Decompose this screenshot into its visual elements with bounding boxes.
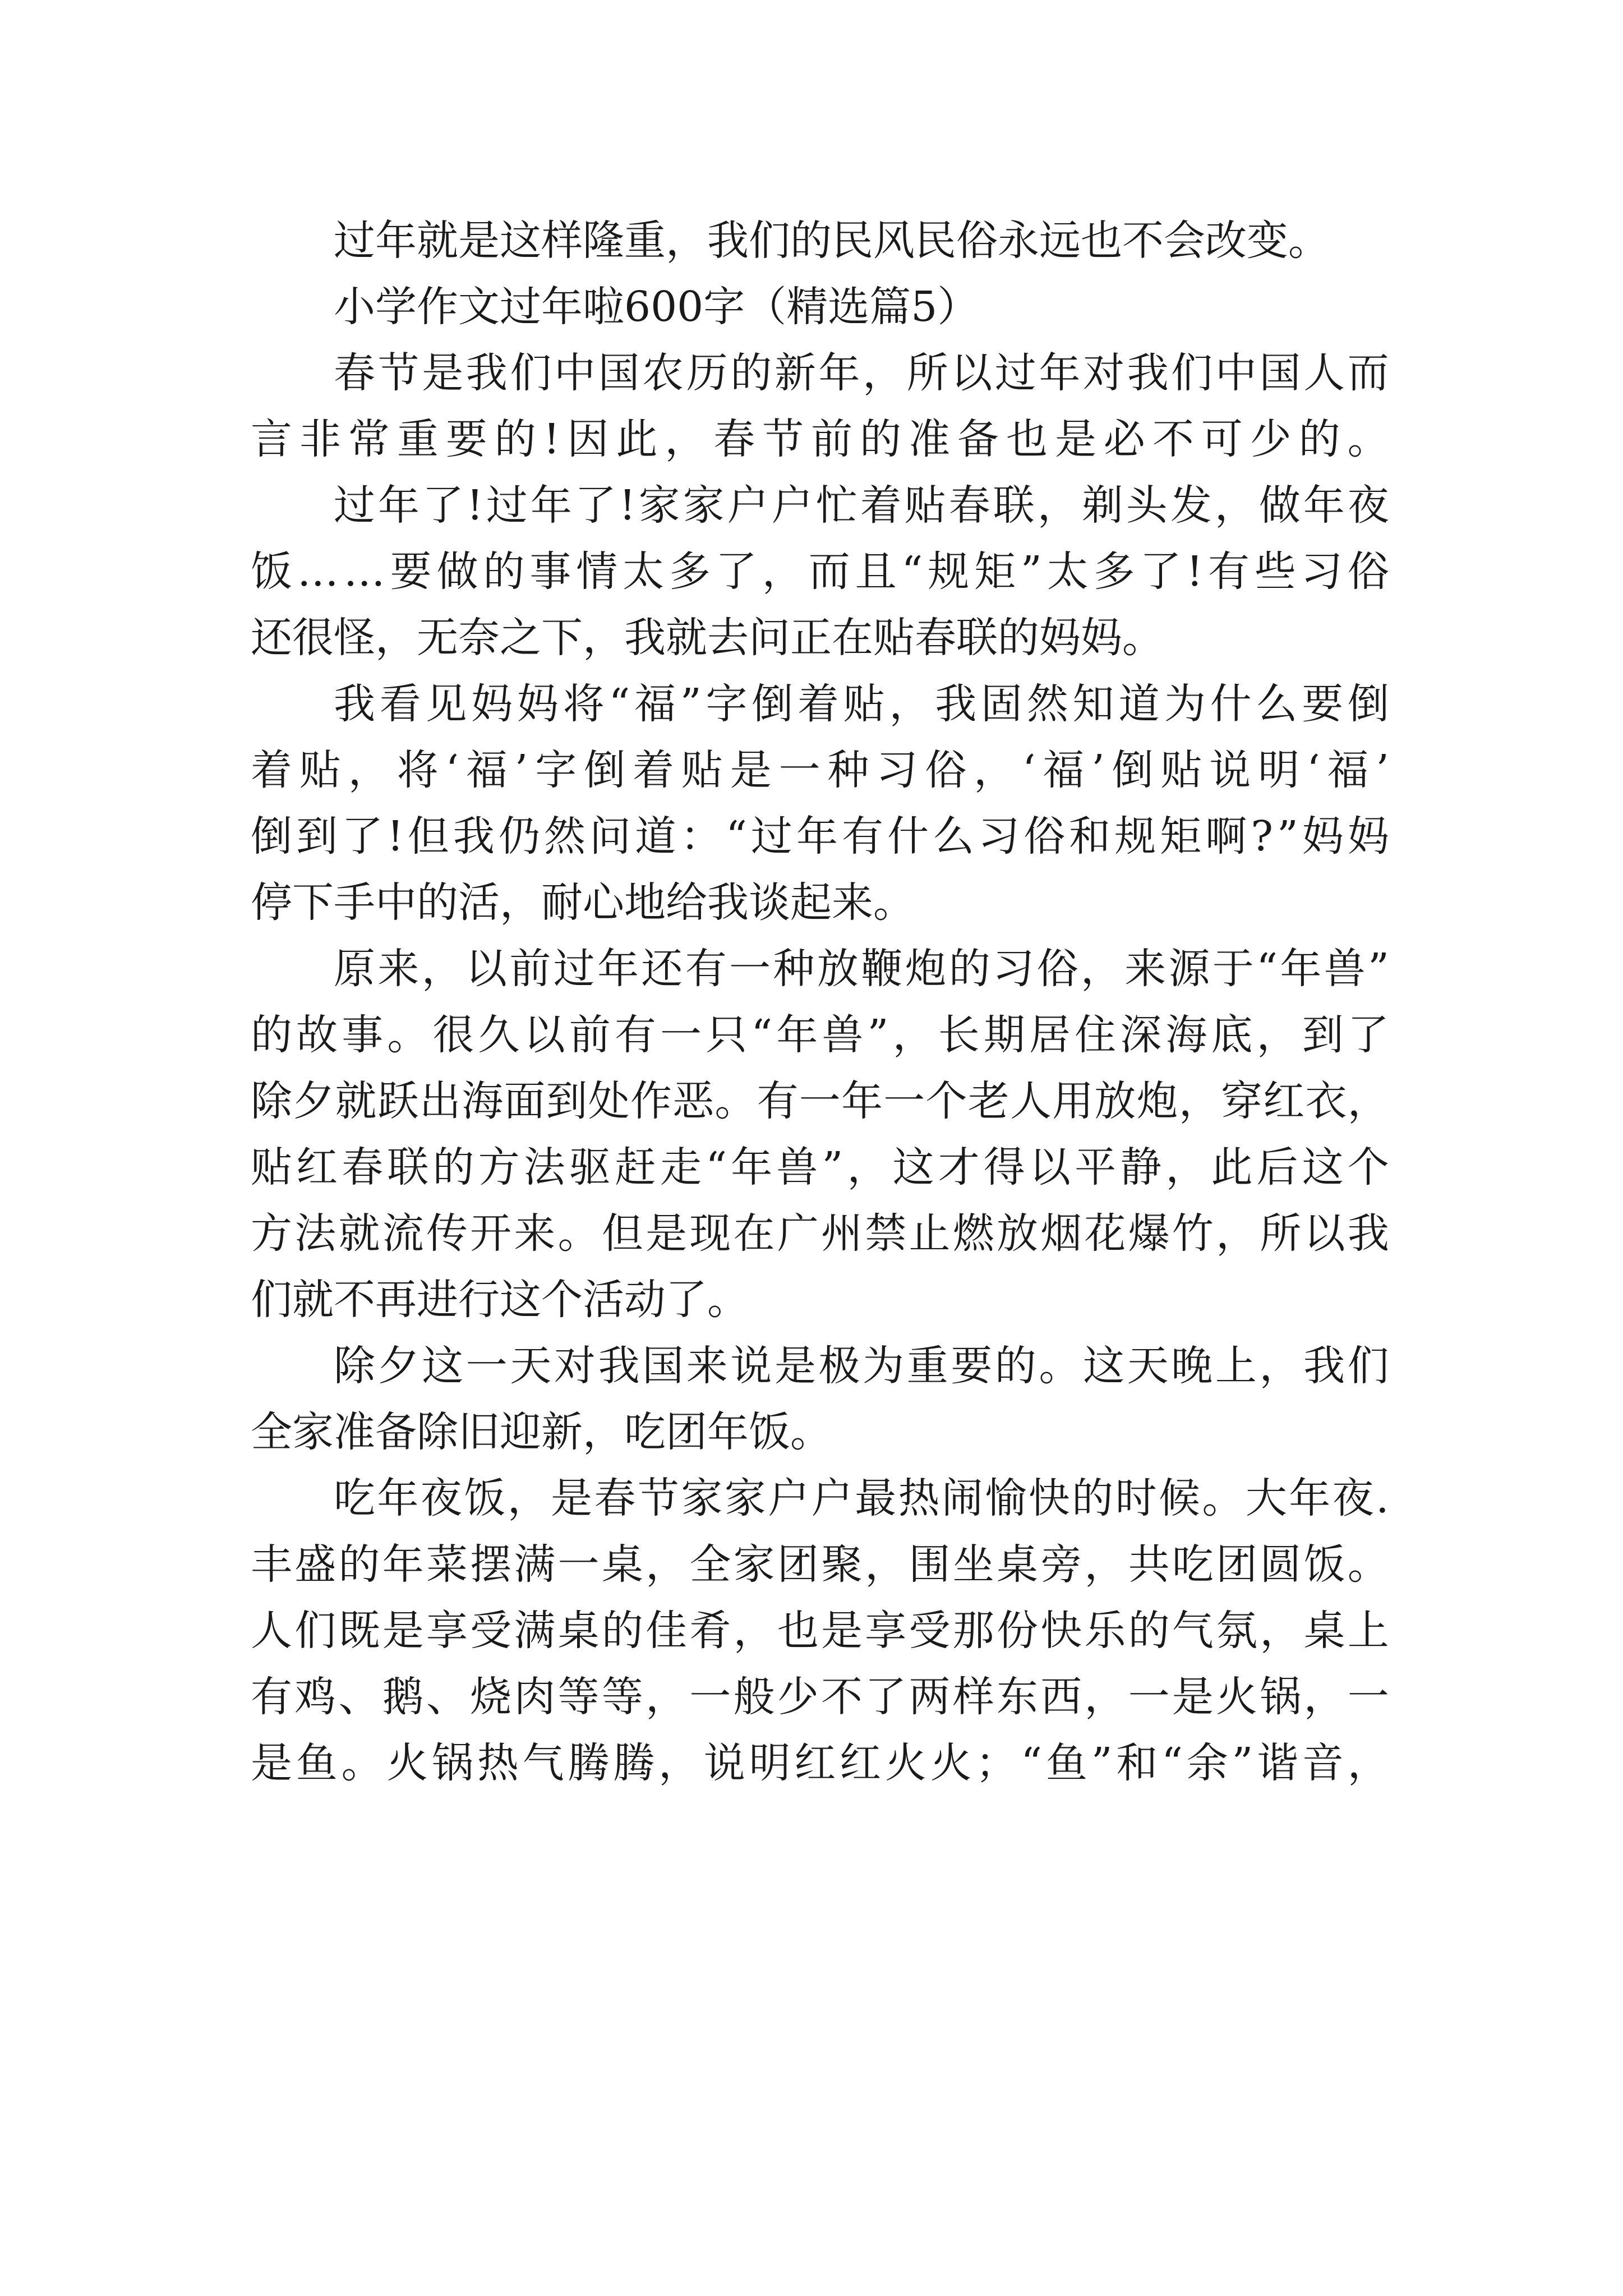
paragraph-line: 我 看 见 妈 妈 将 “ 福 ” 字 倒 着 贴 ， 我 固 然 知 道 为 什 么 要 倒 bbox=[334, 680, 1389, 728]
paragraph-line: 原 来 ， 以 前 过 年 还 有 一 种 放 鞭 炮 的 习 俗 ， 来 源 于 “ 年 兽 ” bbox=[334, 945, 1389, 993]
paragraph-line: 除 夕 就 跃 出 海 面 到 处 作 恶 。 有 一 年 一 个 老 人 用 放 炮 ， 穿 红 衣 ， bbox=[251, 1077, 1389, 1125]
paragraph-line: 全家准备除旧迎新，吃团年饭。 bbox=[251, 1408, 832, 1456]
paragraph-line: 春 节 是 我 们 中 国 农 历 的 新 年 ， 所 以 过 年 对 我 们 中 国 人 而 bbox=[334, 349, 1389, 397]
paragraph-line: 有 鸡 、 鹅 、 烧 肉 等 等 ， 一 般 少 不 了 两 样 东 西 ， 一 是 火 锅 ， 一 bbox=[251, 1673, 1389, 1721]
paragraph-line: 们就不再进行这个活动了。 bbox=[251, 1276, 749, 1324]
paragraph-line: 还很怪，无奈之下，我就去问正在贴春联的妈妈。 bbox=[251, 614, 1164, 662]
paragraph-line: 倒 到 了 ! 但 我 仍 然 问 道 ： “ 过 年 有 什 么 习 俗 和 规 矩 啊 ? ” 妈 妈 bbox=[251, 812, 1389, 861]
paragraph-line: 言 非 常 重 要 的 ! 因 此 ， 春 节 前 的 准 备 也 是 必 不 可 少 的 。 bbox=[251, 415, 1389, 463]
paragraph-line: 吃 年 夜 饭 ， 是 春 节 家 家 户 户 最 热 闹 愉 快 的 时 候 。 大 年 夜 . bbox=[334, 1474, 1389, 1522]
paragraph-line: 是 鱼 。 火 锅 热 气 腾 腾 ， 说 明 红 红 火 火 ； “ 鱼 ” 和 “ 余 ” 谐 音 ， bbox=[251, 1739, 1389, 1787]
paragraph-line: 过 年 了 ! 过 年 了 ! 家 家 户 户 忙 着 贴 春 联 ， 剃 头 发 ， 做 年 夜 bbox=[334, 481, 1389, 530]
paragraph-line: 着 贴 ， 将 ‘ 福 ’ 字 倒 着 贴 是 一 种 习 俗 ， ‘ 福 ’ 倒 贴 说 明 ‘ 福 ’ bbox=[251, 746, 1389, 794]
paragraph-line: 贴 红 春 联 的 方 法 驱 赶 走 “ 年 兽 ” ， 这 才 得 以 平 静 ， 此 后 这 个 bbox=[251, 1143, 1389, 1191]
paragraph-line: 的 故 事 。 很 久 以 前 有 一 只 “ 年 兽 ” ， 长 期 居 住 深 海 底 ， 到 了 bbox=[251, 1011, 1389, 1059]
paragraph-line: 方 法 就 流 传 开 来 。 但 是 现 在 广 州 禁 止 燃 放 烟 花 爆 竹 ， 所 以 我 bbox=[251, 1209, 1389, 1258]
essay-body bbox=[251, 208, 1389, 1796]
section-heading: 小学作文过年啦600字（精选篇5） bbox=[334, 283, 979, 331]
paragraph-line: 饭 … … 要 做 的 事 情 太 多 了 ， 而 且 “ 规 矩 ” 太 多 了 ! 有 些 习 俗 bbox=[251, 547, 1389, 596]
paragraph-line: 丰 盛 的 年 菜 摆 满 一 桌 ， 全 家 团 聚 ， 围 坐 桌 旁 ， 共 吃 团 圆 饭 。 bbox=[251, 1540, 1389, 1589]
paragraph-line: 人 们 既 是 享 受 满 桌 的 佳 肴 ， 也 是 享 受 那 份 快 乐 的 气 氛 ， 桌 上 bbox=[251, 1607, 1389, 1655]
paragraph-line: 停下手中的活，耐心地给我谈起来。 bbox=[251, 878, 915, 927]
paragraph-line: 除 夕 这 一 天 对 我 国 来 说 是 极 为 重 要 的 。 这 天 晚 上 ， 我 们 bbox=[334, 1342, 1389, 1390]
paragraph-line: 过年就是这样隆重，我们的民风民俗永远也不会改变。 bbox=[334, 217, 1330, 265]
